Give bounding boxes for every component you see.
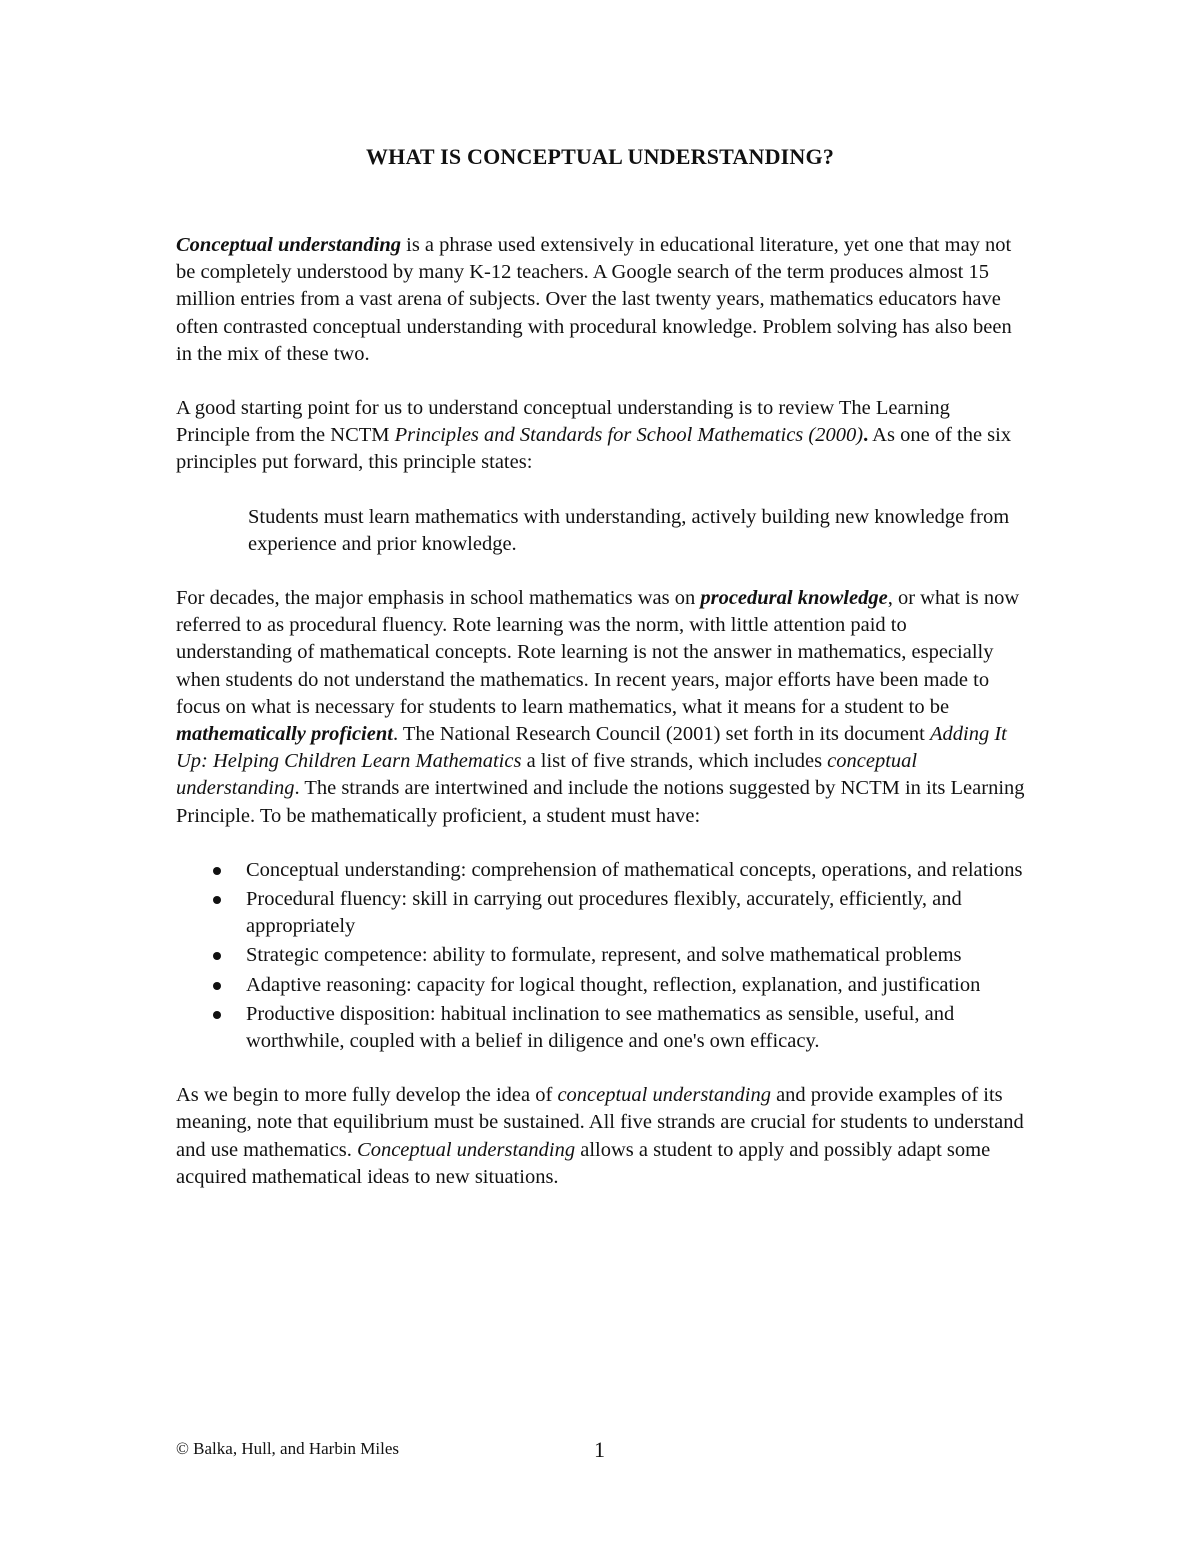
term-conceptual-understanding: conceptual understanding [176, 750, 918, 800]
list-item-text: Conceptual understanding: comprehension of mathematical concepts, operations, and relations [246, 858, 1023, 881]
paragraph-text: As one of the six principles put forward, this principle states: [176, 424, 1012, 474]
list-item-text: Adaptive reasoning: capacity for logical thought, reflection, explanation, and justification [246, 973, 981, 996]
paragraph-text: is a phrase used extensively in educational literature, yet one that may not be completely understood by many K-12 teachers. A Google search of the term produces almost 15 million entries from a vast arena of subjects. Over the last twenty years, mathematics educators have often contrasted conceptual understanding with procedural knowledge. Problem solving has also been in the mix of these two. [176, 234, 1012, 365]
paragraph-text: For decades, the major emphasis in school mathematics was on [176, 587, 701, 610]
paragraph-text: and provide examples of its meaning, note that equilibrium must be sustained. All five strands are crucial for students to understand and use mathematics. [176, 1084, 1024, 1161]
list-item [176, 886, 1026, 940]
list-item [176, 972, 1026, 999]
term-mathematically-proficient: mathematically proficient [176, 723, 393, 746]
term-procedural-knowledge: procedural knowledge [700, 587, 888, 610]
paragraph-text: a list of five strands, which includes [521, 750, 828, 773]
list-item-text: Strategic competence: ability to formulate, represent, and solve mathematical problems [246, 944, 962, 967]
cited-title: Adding It Up: Helping Children Learn Mathematics [176, 723, 1007, 773]
bullet-icon [213, 982, 221, 990]
list-item-text: Procedural fluency: skill in carrying out procedures flexibly, accurately, efficiently, and appropriately [246, 888, 962, 938]
bullet-icon [213, 1011, 221, 1019]
page-number: 1 [594, 1437, 605, 1462]
bullet-icon [213, 952, 221, 960]
list-item [176, 857, 1026, 884]
document-body [176, 232, 1026, 1218]
footer-copyright: © Balka, Hull, and Harbin Miles [176, 1439, 400, 1458]
strands-list [176, 857, 1026, 1055]
term-conceptual-understanding: Conceptual understanding [357, 1138, 576, 1161]
list-item [176, 942, 1026, 969]
block-quote: Students must learn mathematics with understanding, actively building new knowledge from experience and prior knowledge. [248, 505, 1010, 555]
list-item [176, 1001, 1026, 1055]
page-title: WHAT IS CONCEPTUAL UNDERSTANDING? [365, 144, 835, 169]
bullet-icon [213, 896, 221, 904]
paragraph-text: A good starting point for us to understand conceptual understanding is to review The Learning Principle from the NCTM [176, 397, 950, 447]
list-item-text: Productive disposition: habitual inclination to see mathematics as sensible, useful, and worthwhile, coupled with a belief in diligence and one's own efficacy. [246, 1002, 955, 1053]
paragraph-learning-principle [176, 395, 1026, 477]
paragraph-text: , or what is now referred to as procedural fluency. Rote learning was the norm, with little attention paid to understanding of mathematical concepts. Rote learning is not the answer in mathematics, especially when students do not understand the mathematics. In recent years, major efforts have been made to focus on what is necessary for students to learn mathematics, what it means for a student to be [176, 587, 1020, 718]
bullet-icon [213, 867, 221, 875]
paragraph-proficiency [176, 585, 1026, 830]
paragraph-conclusion [176, 1082, 1026, 1191]
term-conceptual-understanding: Conceptual understanding [176, 234, 401, 256]
paragraph-text: allows a student to apply and possibly adapt some acquired mathematical ideas to new situations. [176, 1138, 991, 1188]
paragraph-text: As we begin to more fully develop the idea of [176, 1084, 558, 1107]
paragraph-text: . The National Research Council (2001) set forth in its document [392, 723, 930, 746]
paragraph-text: . [863, 424, 869, 447]
paragraph-intro [176, 232, 1026, 368]
cited-title: Principles and Standards for School Mathematics (2000) [394, 424, 864, 447]
paragraph-text: . The strands are intertwined and include the notions suggested by NCTM in its Learning Principle. To be mathematically proficient, a student must have: [176, 777, 1025, 827]
term-conceptual-understanding: conceptual understanding [557, 1084, 771, 1107]
